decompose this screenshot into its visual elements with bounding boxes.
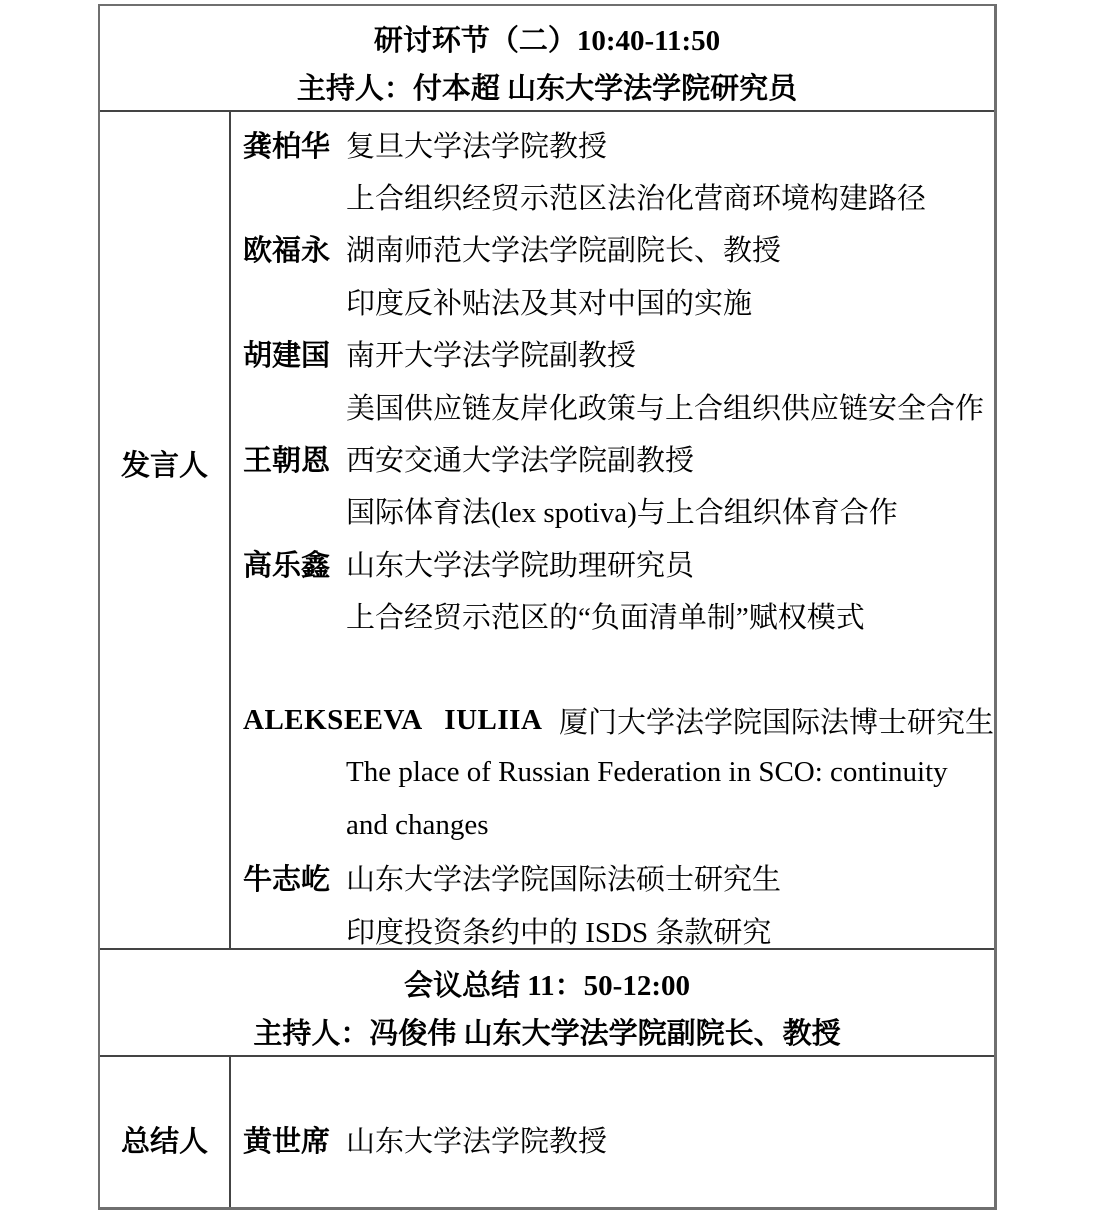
- speaker-topic-line: [231, 275, 994, 327]
- summary-title: 会议总结 11：50-12:00: [404, 970, 690, 1003]
- blank-line: [231, 642, 994, 694]
- speakers-label: 发言人: [120, 450, 208, 482]
- speaker-topic-line: [231, 170, 994, 222]
- speaker-line: [231, 328, 994, 380]
- speaker-name: 胡建国: [243, 340, 331, 373]
- speaker-topic-line: [231, 799, 994, 851]
- speaker-affiliation: 复旦大学法学院教授: [346, 130, 608, 163]
- speaker-topic: 美国供应链友岸化政策与上合组织供应链安全合作: [346, 392, 985, 425]
- speaker-name: 高乐鑫: [243, 549, 331, 582]
- speaker-topic-line: [231, 590, 994, 642]
- speaker-topic: 上合经贸示范区的“负面清单制”赋权模式: [346, 602, 865, 635]
- session-header-row: [100, 6, 994, 112]
- speakers-label-cell: [100, 112, 231, 948]
- speakers-content-cell: [231, 112, 994, 948]
- session-moderator: 主持人：付本超 山东大学法学院研究员: [296, 72, 798, 105]
- speaker-affiliation: 南开大学法学院副教授: [346, 340, 637, 373]
- speaker-affiliation: 西安交通大学法学院副教授: [346, 445, 695, 478]
- summarizer-label-cell: [100, 1057, 231, 1207]
- speaker-name: 王朝恩: [243, 445, 331, 478]
- speaker-line: [231, 537, 994, 589]
- speaker-affiliation: 山东大学法学院国际法硕士研究生: [346, 864, 782, 897]
- speaker-topic-line: [231, 747, 994, 799]
- summary-header-row: [100, 950, 994, 1057]
- speaker-name: 龚柏华: [243, 130, 331, 163]
- speaker-topic-english: The place of Russian Federation in SCO: continuity: [346, 756, 948, 789]
- speaker-line: [231, 851, 994, 903]
- speaker-name: 欧福永: [243, 235, 331, 268]
- speaker-topic: 国际体育法(lex spotiva)与上合组织体育合作: [346, 497, 898, 530]
- speaker-line: [231, 118, 994, 170]
- summarizer-content-cell: [231, 1057, 994, 1207]
- summarizer-row: [100, 1057, 994, 1207]
- speaker-topic-line: [231, 380, 994, 432]
- speaker-line: [231, 694, 994, 746]
- summary-moderator: 主持人：冯俊伟 山东大学法学院副院长、教授: [253, 1017, 841, 1050]
- speakers-row: [100, 112, 994, 950]
- speaker-topic: 印度投资条约中的 ISDS 条款研究: [346, 916, 772, 948]
- speaker-line: [231, 223, 994, 275]
- summarizer-affiliation: 山东大学法学院教授: [346, 1125, 608, 1158]
- speaker-affiliation: 厦门大学法学院国际法博士研究生: [558, 706, 994, 739]
- summarizer-label: 总结人: [120, 1125, 208, 1158]
- speaker-name: ALEKSEEVA IULIIA: [243, 703, 543, 736]
- speaker-line: [231, 432, 994, 484]
- speaker-topic-english: and changes: [346, 808, 489, 841]
- session-title: 研讨环节（二）10:40-11:50: [373, 24, 721, 57]
- speaker-topic-line: [231, 485, 994, 537]
- speaker-affiliation: 山东大学法学院助理研究员: [346, 549, 695, 582]
- speaker-topic: 印度反补贴法及其对中国的实施: [346, 287, 753, 320]
- summarizer-name: 黄世席: [243, 1125, 331, 1158]
- speaker-affiliation: 湖南师范大学法学院副院长、教授: [346, 235, 782, 268]
- speaker-topic-line: [231, 904, 994, 948]
- speaker-topic: 上合组织经贸示范区法治化营商环境构建路径: [346, 183, 927, 216]
- speaker-name: 牛志屹: [243, 864, 331, 897]
- conference-schedule-table: [98, 4, 997, 1210]
